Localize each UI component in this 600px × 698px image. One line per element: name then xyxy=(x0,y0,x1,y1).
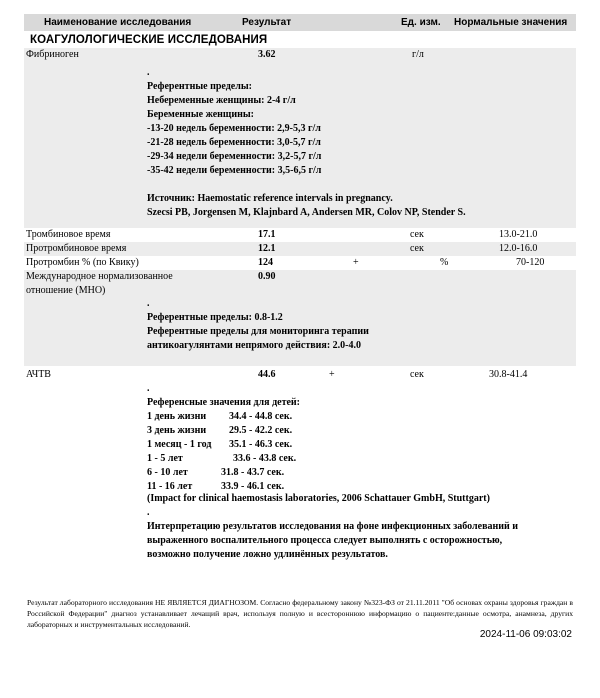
kids-range: 35.1 - 46.3 сек. xyxy=(229,439,293,450)
test-value: 124 xyxy=(258,257,273,268)
table-row xyxy=(24,257,576,271)
table-row-achtv xyxy=(24,369,576,383)
table-row-mno xyxy=(24,271,576,299)
table-row-fibrinogen xyxy=(24,49,576,63)
test-unit: сек xyxy=(410,229,424,240)
table-row xyxy=(24,229,576,243)
note-line: -13-20 недель беременности: 2,9-5,3 г/л xyxy=(147,123,321,134)
note-line: -35-42 недели беременности: 3,5-6,5 г/л xyxy=(147,165,322,176)
note-line: Референтные пределы для мониторинга терапии xyxy=(147,326,369,337)
note-line: . xyxy=(147,507,150,518)
test-unit: сек xyxy=(410,369,424,380)
test-name: Протромбиновое время xyxy=(26,243,127,254)
note-line: Небеременные женщины: 2-4 г/л xyxy=(147,95,296,106)
test-norm: 12.0-16.0 xyxy=(499,243,538,254)
test-norm: 13.0-21.0 xyxy=(499,229,538,240)
fibrinogen-note xyxy=(147,66,466,220)
header-norm: Нормальные значения xyxy=(454,17,568,28)
interpretation-line: выраженного воспалительного процесса следует выполнять с осторожностью, xyxy=(147,535,503,546)
note-line: . xyxy=(147,67,150,78)
table-header xyxy=(24,14,576,31)
note-line: -21-28 недель беременности: 3,0-5,7 г/л xyxy=(147,137,321,148)
note-line: Референтные пределы: 0.8-1.2 xyxy=(147,312,283,323)
test-value: 12.1 xyxy=(258,243,276,254)
test-value: 44.6 xyxy=(258,369,276,380)
achtv-note xyxy=(147,492,518,562)
note-line: Szecsi PB, Jorgensen M, Klajnbard A, Andersen MR, Colov NP, Stender S. xyxy=(147,207,466,218)
mno-note xyxy=(147,297,369,353)
interpretation-line: возможно получение ложно удлинённых результатов. xyxy=(147,549,388,560)
header-name: Наименование исследования xyxy=(44,17,192,28)
kids-age: 1 день жизни xyxy=(147,411,207,422)
kids-age: 6 - 10 лет xyxy=(147,467,188,478)
note-line: Беременные женщины: xyxy=(147,109,254,120)
test-value: 0.90 xyxy=(258,271,276,282)
note-line: -29-34 недели беременности: 3,2-5,7 г/л xyxy=(147,151,322,162)
test-unit: г/л xyxy=(412,49,424,60)
kids-age: 3 день жизни xyxy=(147,425,207,436)
test-norm: 30.8-41.4 xyxy=(489,369,528,380)
test-unit: сек xyxy=(410,243,424,254)
header-result: Результат xyxy=(242,17,292,28)
kids-range: 31.8 - 43.7 сек. xyxy=(221,467,285,478)
header-unit: Ед. изм. xyxy=(401,17,441,28)
kids-range: 33.6 - 43.8 сек. xyxy=(233,453,297,464)
achtv-dot xyxy=(147,382,300,410)
timestamp: 2024-11-06 09:03:02 xyxy=(479,629,572,640)
test-name-line2: отношение (МНО) xyxy=(26,285,106,296)
test-name: АЧТВ xyxy=(26,369,51,380)
test-name: Протромбин % (по Квику) xyxy=(26,257,139,268)
test-name: Тромбиновое время xyxy=(26,229,111,240)
kids-source: (Impact for clinical haemostasis laboratories, 2006 Schattauer GmbH, Stuttgart) xyxy=(147,493,490,504)
test-flag: + xyxy=(329,369,335,380)
test-value: 17.1 xyxy=(258,229,276,240)
kids-age: 11 - 16 лет xyxy=(147,481,193,492)
kids-range: 34.4 - 44.8 сек. xyxy=(229,411,293,422)
note-line xyxy=(147,178,466,192)
table-row xyxy=(24,243,576,257)
footer-disclaimer: Результат лабораторного исследования НЕ ЯВЛЯЕТСЯ ДИАГНОЗОМ. Согласно федеральному закону №323-ФЗ от 21.11.2011 "Об основах охраны здоровья граждан в Российской Федерации" диагноз устанавливает лечащий врач, используя полную и всестороннюю информацию о пациенте:данные осмотра, анамнеза, других лабораторных и инструментальных исследований. xyxy=(27,598,573,629)
kids-range: 33.9 - 46.1 сек. xyxy=(221,481,285,492)
test-unit: % xyxy=(440,257,449,268)
note-line: Референтные пределы: xyxy=(147,81,252,92)
kids-range: 29.5 - 42.2 сек. xyxy=(229,425,293,436)
test-norm: 70-120 xyxy=(516,257,545,268)
kids-age: 1 месяц - 1 год xyxy=(147,439,212,450)
note-line: . xyxy=(147,383,150,394)
note-line: антикоагулянтами непрямого действия: 2.0-4.0 xyxy=(147,340,361,351)
interpretation-line: Интерпретацию результатов исследования на фоне инфекционных заболеваний и xyxy=(147,521,519,532)
section-title: КОАГУЛОЛОГИЧЕСКИЕ ИССЛЕДОВАНИЯ xyxy=(30,34,268,46)
kids-age: 1 - 5 лет xyxy=(147,453,183,464)
note-line: Источник: Haemostatic reference intervals in pregnancy. xyxy=(147,193,393,204)
test-name-line1: Международное нормализованное xyxy=(26,271,173,282)
kids-title: Референсные значения для детей: xyxy=(147,397,301,408)
test-value: 3.62 xyxy=(258,49,276,60)
note-line: . xyxy=(147,298,150,309)
test-flag: + xyxy=(353,257,359,268)
test-name: Фибриноген xyxy=(26,49,79,60)
